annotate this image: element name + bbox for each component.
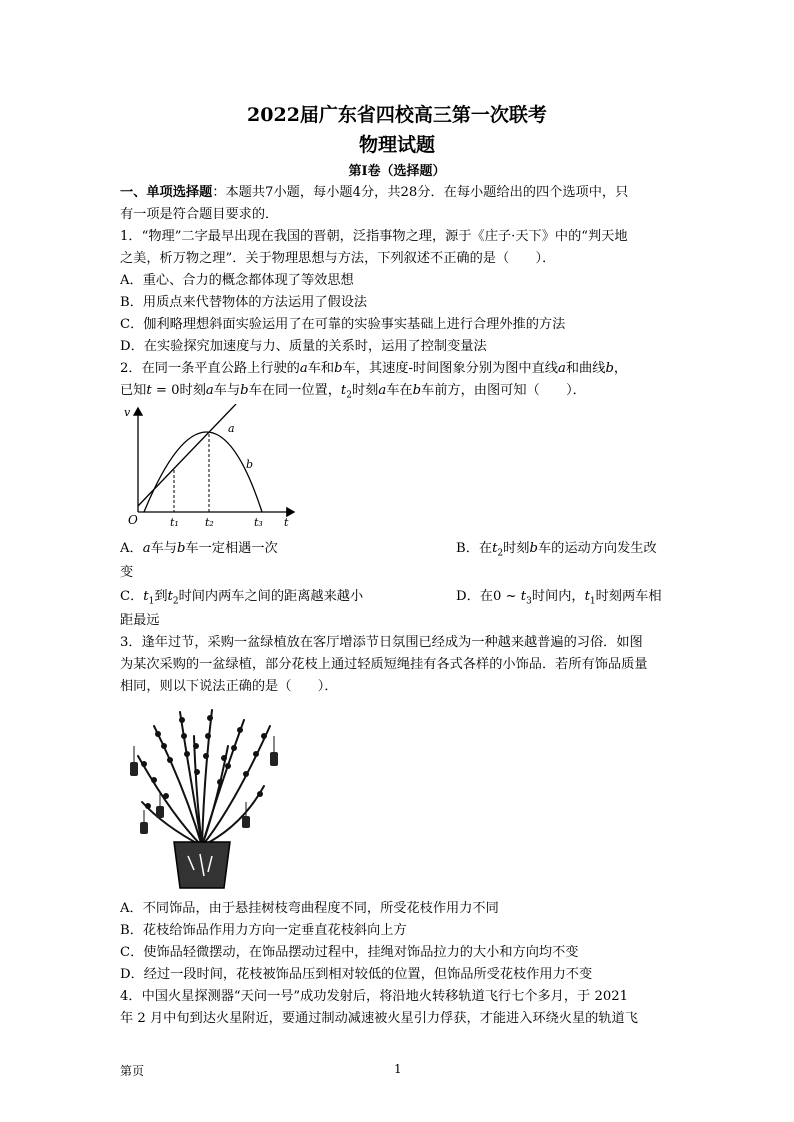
q1-option-c: C．伽利略理想斜面实验运用了在可靠的实验事实基础上进行合理外推的方法 xyxy=(120,317,566,332)
q1-stem-line-1: 1．“物理”二字最早出现在我国的晋朝，泛指事物之理，源于《庄子·天下》中的“判天地 xyxy=(120,229,628,244)
q3-option-c: C．使饰品轻微摆动，在饰品摆动过程中，挂绳对饰品拉力的大小和方向均不变 xyxy=(120,945,579,960)
q1-option-a: A．重心、合力的概念都体现了等效思想 xyxy=(120,273,354,288)
origin-label: O xyxy=(128,513,138,527)
q3-option-d: D．经过一段时间，花枝被饰品压到相对较低的位置，但饰品所受花枝作用力不变 xyxy=(120,967,593,982)
velocity-time-graph xyxy=(124,404,304,532)
instructions-line-2: 有一项是符合题目要求的． xyxy=(120,207,279,222)
footer-page-label: 第页 xyxy=(120,1064,145,1078)
q4-stem-line-1: 4．中国火星探测器“天问一号”成功发射后，将沿地火转移轨道飞行七个多月，于 2021 xyxy=(120,989,628,1004)
q3-stem-line-3: 相同，则以下说法正确的是（ ）． xyxy=(120,679,338,694)
exam-subject: 物理试题 xyxy=(358,134,435,156)
instructions-label: 一、单项选择题 xyxy=(120,185,213,200)
curve-b-label: b xyxy=(246,458,254,471)
t3-label: t₃ xyxy=(254,516,263,529)
exam-title: 2022届广东省四校高三第一次联考 xyxy=(247,104,547,126)
line-a-label: a xyxy=(228,422,235,435)
q2-option-d-continued: 距最远 xyxy=(120,613,160,628)
curve-b xyxy=(144,432,262,512)
q2-option-b: B．在$t_2$时刻b车的运动方向发生改 xyxy=(456,541,657,559)
q2-stem-line-1: 2．在同一条平直公路上行驶的a车和b车，其速度-时间图象分别为图中直线a和曲线b， xyxy=(120,361,628,376)
q1-stem-line-2: 之美，析万物之理”．关于物理思想与方法，下列叙述不正确的是（ ）． xyxy=(120,251,556,266)
t1-label: t₁ xyxy=(170,516,179,529)
q1-option-d: D．在实验探究加速度与力、质量的关系时，运用了控制变量法 xyxy=(120,339,487,354)
q1-option-b: B．用质点来代替物体的方法运用了假设法 xyxy=(120,295,368,310)
t-axis-label: t xyxy=(284,516,289,529)
page-number: 1 xyxy=(394,1062,402,1076)
section-title: 第Ⅰ卷（选择题） xyxy=(348,164,446,179)
q4-stem-line-2: 年 2 月中旬到达火星附近，要通过制动减速被火星引力俘获，才能进入环绕火星的轨道飞 xyxy=(120,1011,638,1026)
q2-stem-line-2: 已知t = 0时刻a车与b车在同一位置，$t_2$时刻a车在b车前方，由图可知（ ）． xyxy=(120,383,586,401)
t2-label: t₂ xyxy=(205,516,214,529)
potted-plant-illustration xyxy=(124,706,280,892)
q2-option-d: D．在0 ~ $t_3$时间内，$t_1$时刻两车相 xyxy=(456,589,662,607)
q2-option-a: A．a车与b车一定相遇一次 xyxy=(120,541,278,556)
q2-option-b-continued: 变 xyxy=(120,565,134,580)
v-axis-label: v xyxy=(124,406,131,419)
instructions-line-1: 一、单项选择题：本题共7小题，每小题4分，共28分．在每小题给出的四个选项中，只 xyxy=(120,185,629,200)
q3-option-a: A．不同饰品，由于悬挂树枝弯曲程度不同，所受花枝作用力不同 xyxy=(120,901,499,916)
q2-option-c: C．$t_1$到$t_2$时间内两车之间的距离越来越小 xyxy=(120,589,364,607)
q3-option-b: B．花枝给饰品作用力方向一定垂直花枝斜向上方 xyxy=(120,923,407,938)
q3-stem-line-1: 3．逢年过节，采购一盆绿植放在客厅增添节日氛围已经成为一种越来越普遍的习俗．如图 xyxy=(120,635,643,650)
q3-stem-line-2: 为某次采购的一盆绿植，部分花枝上通过轻质短绳挂有各式各样的小饰品．若所有饰品质量 xyxy=(120,657,648,672)
